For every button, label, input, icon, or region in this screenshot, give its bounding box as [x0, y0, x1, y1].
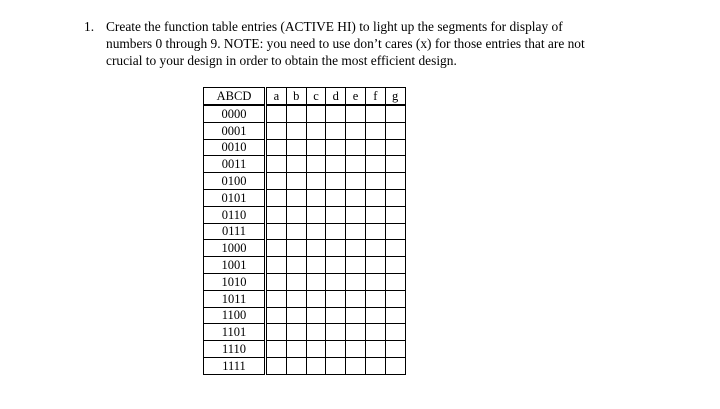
segment-cell-g[interactable] — [385, 357, 405, 374]
segment-cell-d[interactable] — [326, 105, 346, 122]
question-line: numbers 0 through 9. NOTE: you need to use don’t cares (x) for those entries that are not — [106, 36, 585, 51]
segment-cell-g[interactable] — [385, 307, 405, 324]
segment-cell-e[interactable] — [346, 273, 366, 290]
segment-cell-e[interactable] — [346, 257, 366, 274]
segment-cell-d[interactable] — [326, 341, 346, 358]
input-cell: 1100 — [204, 307, 266, 324]
segment-cell-f[interactable] — [365, 257, 385, 274]
segment-cell-g[interactable] — [385, 173, 405, 190]
segment-cell-a[interactable] — [266, 122, 287, 139]
segment-cell-a[interactable] — [266, 189, 287, 206]
segment-header-e: e — [346, 88, 366, 106]
segment-cell-d[interactable] — [326, 206, 346, 223]
segment-cell-f[interactable] — [365, 273, 385, 290]
table-row — [204, 189, 406, 206]
segment-cell-a[interactable] — [266, 357, 287, 374]
segment-cell-c[interactable] — [306, 105, 326, 122]
table-row — [204, 257, 406, 274]
segment-cell-f[interactable] — [365, 156, 385, 173]
input-header: ABCD — [204, 88, 266, 106]
segment-cell-g[interactable] — [385, 156, 405, 173]
segment-cell-e[interactable] — [346, 341, 366, 358]
table-row — [204, 240, 406, 257]
segment-cell-e[interactable] — [346, 156, 366, 173]
input-cell: 0100 — [204, 173, 266, 190]
table-row — [204, 139, 406, 156]
input-cell: 0101 — [204, 189, 266, 206]
segment-cell-a[interactable] — [266, 307, 287, 324]
segment-header-g: g — [385, 88, 405, 106]
segment-cell-d[interactable] — [326, 273, 346, 290]
table-row — [204, 307, 406, 324]
segment-cell-f[interactable] — [365, 307, 385, 324]
segment-cell-e[interactable] — [346, 290, 366, 307]
input-cell: 1011 — [204, 290, 266, 307]
segment-cell-b[interactable] — [286, 341, 306, 358]
segment-cell-d[interactable] — [326, 223, 346, 240]
segment-cell-g[interactable] — [385, 122, 405, 139]
segment-cell-b[interactable] — [286, 122, 306, 139]
segment-cell-e[interactable] — [346, 206, 366, 223]
segment-cell-c[interactable] — [306, 341, 326, 358]
input-cell: 1000 — [204, 240, 266, 257]
input-cell: 1110 — [204, 341, 266, 358]
segment-cell-g[interactable] — [385, 324, 405, 341]
table-row — [204, 206, 406, 223]
segment-cell-a[interactable] — [266, 173, 287, 190]
segment-cell-d[interactable] — [326, 240, 346, 257]
segment-cell-c[interactable] — [306, 173, 326, 190]
segment-cell-b[interactable] — [286, 206, 306, 223]
segment-cell-c[interactable] — [306, 324, 326, 341]
segment-header-d: d — [326, 88, 346, 106]
segment-cell-c[interactable] — [306, 206, 326, 223]
segment-cell-d[interactable] — [326, 257, 346, 274]
segment-cell-f[interactable] — [365, 240, 385, 257]
table-row — [204, 273, 406, 290]
segment-cell-c[interactable] — [306, 307, 326, 324]
segment-cell-d[interactable] — [326, 189, 346, 206]
segment-cell-g[interactable] — [385, 290, 405, 307]
segment-cell-g[interactable] — [385, 139, 405, 156]
segment-cell-e[interactable] — [346, 105, 366, 122]
input-cell: 0000 — [204, 105, 266, 122]
segment-cell-e[interactable] — [346, 139, 366, 156]
segment-cell-c[interactable] — [306, 273, 326, 290]
segment-cell-c[interactable] — [306, 240, 326, 257]
segment-cell-b[interactable] — [286, 357, 306, 374]
segment-cell-b[interactable] — [286, 240, 306, 257]
segment-cell-c[interactable] — [306, 139, 326, 156]
question-text — [106, 18, 642, 69]
segment-cell-e[interactable] — [346, 240, 366, 257]
question-line: Create the function table entries (ACTIVE HI) to light up the segments for display of — [106, 19, 563, 34]
input-cell: 1101 — [204, 324, 266, 341]
table-row — [204, 341, 406, 358]
segment-cell-d[interactable] — [326, 307, 346, 324]
segment-cell-d[interactable] — [326, 156, 346, 173]
segment-cell-e[interactable] — [346, 122, 366, 139]
segment-cell-b[interactable] — [286, 290, 306, 307]
segment-cell-g[interactable] — [385, 206, 405, 223]
input-cell: 0010 — [204, 139, 266, 156]
table-row — [204, 156, 406, 173]
segment-cell-c[interactable] — [306, 290, 326, 307]
segment-cell-f[interactable] — [365, 341, 385, 358]
segment-cell-f[interactable] — [365, 105, 385, 122]
segment-cell-g[interactable] — [385, 223, 405, 240]
segment-cell-f[interactable] — [365, 189, 385, 206]
segment-cell-a[interactable] — [266, 105, 287, 122]
function-table — [203, 87, 406, 375]
segment-cell-f[interactable] — [365, 290, 385, 307]
segment-cell-c[interactable] — [306, 122, 326, 139]
segment-cell-a[interactable] — [266, 206, 287, 223]
segment-cell-b[interactable] — [286, 223, 306, 240]
segment-header-a: a — [266, 88, 287, 106]
segment-cell-b[interactable] — [286, 307, 306, 324]
segment-cell-g[interactable] — [385, 341, 405, 358]
table-row — [204, 223, 406, 240]
table-body — [204, 105, 406, 374]
input-cell: 0011 — [204, 156, 266, 173]
segment-cell-c[interactable] — [306, 156, 326, 173]
segment-cell-b[interactable] — [286, 189, 306, 206]
segment-cell-a[interactable] — [266, 324, 287, 341]
segment-cell-f[interactable] — [365, 122, 385, 139]
table-row — [204, 324, 406, 341]
segment-cell-c[interactable] — [306, 257, 326, 274]
table-row — [204, 173, 406, 190]
segment-header-f: f — [365, 88, 385, 106]
segment-cell-f[interactable] — [365, 324, 385, 341]
segment-cell-d[interactable] — [326, 122, 346, 139]
segment-cell-c[interactable] — [306, 357, 326, 374]
segment-cell-f[interactable] — [365, 357, 385, 374]
segment-cell-d[interactable] — [326, 357, 346, 374]
segment-cell-g[interactable] — [385, 273, 405, 290]
segment-cell-d[interactable] — [326, 290, 346, 307]
segment-cell-g[interactable] — [385, 257, 405, 274]
input-cell: 1010 — [204, 273, 266, 290]
segment-cell-f[interactable] — [365, 206, 385, 223]
segment-cell-e[interactable] — [346, 307, 366, 324]
question-number: 1. — [84, 19, 95, 34]
input-cell: 0001 — [204, 122, 266, 139]
table-header-row — [204, 88, 406, 106]
input-cell: 1111 — [204, 357, 266, 374]
input-cell: 1001 — [204, 257, 266, 274]
segment-cell-a[interactable] — [266, 341, 287, 358]
segment-cell-a[interactable] — [266, 139, 287, 156]
segment-cell-b[interactable] — [286, 156, 306, 173]
segment-cell-d[interactable] — [326, 173, 346, 190]
segment-cell-b[interactable] — [286, 273, 306, 290]
segment-cell-d[interactable] — [326, 139, 346, 156]
segment-cell-g[interactable] — [385, 189, 405, 206]
segment-cell-c[interactable] — [306, 189, 326, 206]
segment-cell-b[interactable] — [286, 257, 306, 274]
table-row — [204, 290, 406, 307]
input-cell: 0111 — [204, 223, 266, 240]
segment-cell-c[interactable] — [306, 223, 326, 240]
segment-cell-f[interactable] — [365, 223, 385, 240]
segment-cell-a[interactable] — [266, 156, 287, 173]
segment-cell-e[interactable] — [346, 173, 366, 190]
segment-cell-b[interactable] — [286, 139, 306, 156]
segment-cell-g[interactable] — [385, 105, 405, 122]
table-row — [204, 105, 406, 122]
segment-cell-f[interactable] — [365, 173, 385, 190]
question-line: crucial to your design in order to obtain the most efficient design. — [106, 53, 457, 68]
segment-header-c: c — [306, 88, 326, 106]
segment-cell-e[interactable] — [346, 324, 366, 341]
table-row — [204, 122, 406, 139]
segment-header-b: b — [286, 88, 306, 106]
segment-cell-a[interactable] — [266, 257, 287, 274]
segment-cell-e[interactable] — [346, 189, 366, 206]
segment-cell-g[interactable] — [385, 240, 405, 257]
segment-cell-a[interactable] — [266, 290, 287, 307]
segment-cell-b[interactable] — [286, 324, 306, 341]
segment-cell-f[interactable] — [365, 139, 385, 156]
segment-cell-b[interactable] — [286, 105, 306, 122]
segment-cell-e[interactable] — [346, 357, 366, 374]
segment-cell-a[interactable] — [266, 223, 287, 240]
input-cell: 0110 — [204, 206, 266, 223]
segment-cell-e[interactable] — [346, 223, 366, 240]
segment-cell-a[interactable] — [266, 273, 287, 290]
segment-cell-b[interactable] — [286, 173, 306, 190]
table-row — [204, 357, 406, 374]
segment-cell-d[interactable] — [326, 324, 346, 341]
segment-cell-a[interactable] — [266, 240, 287, 257]
